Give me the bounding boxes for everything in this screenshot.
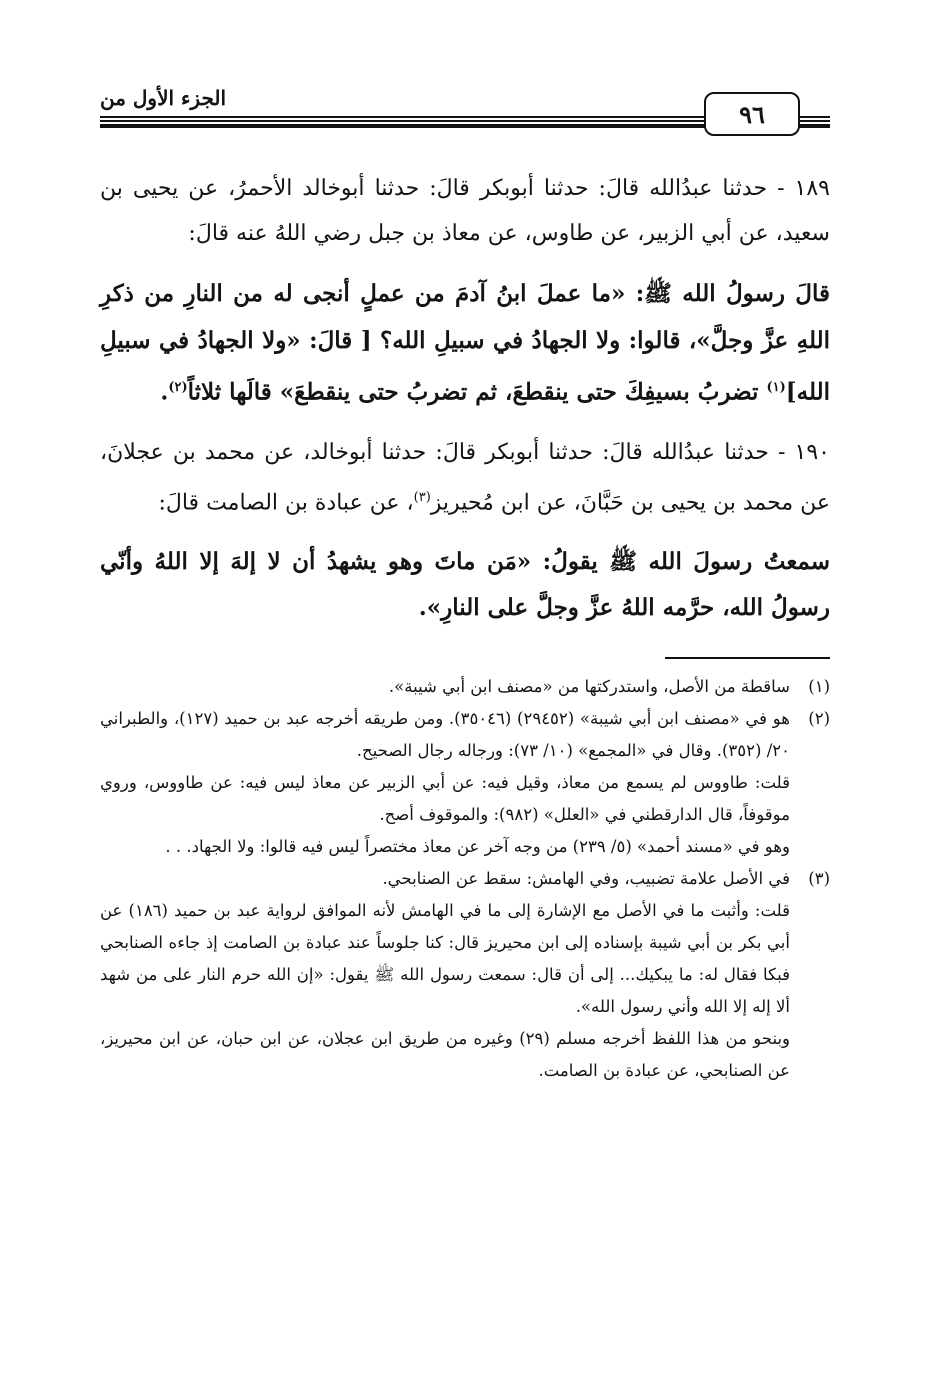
running-title: الجزء الأول من: [100, 86, 227, 110]
footnote-line: في الأصل علامة تضبيب، وفي الهامش: سقط عن الصنابحي.: [382, 868, 790, 888]
header-rule: [100, 116, 720, 128]
hadith-189-matn-part2: تضربُ بسيفِكَ حتى ينقطعَ، ثم تضربُ حتى ينقطعَ» قالَها ثلاثاً: [187, 378, 759, 406]
footnotes: [100, 671, 830, 1087]
footnote-line: ساقطة من الأصل، واستدركتها من «مصنف ابن أبي شيبة».: [388, 676, 790, 696]
hadith-189-matn-part1: قالَ رسولُ الله ﷺ: «ما عملَ ابنُ آدمَ من عملٍ أنجى له من النارِ من ذكرِ اللهِ عزَّ وجلَّ»، قالوا: ولا الجهادُ في سبيلِ الله؟ [ قالَ: «ولا الجهادُ في سبيلِ الله]: [100, 280, 830, 406]
footnote-number: (١): [808, 676, 830, 696]
footnote-line: وبنحو من هذا اللفظ أخرجه مسلم (٢٩) وغيره من طريق ابن عجلان، عن ابن حبان، عن ابن محيريز، عن الصنابحي، عن عبادة بن الصامت.: [100, 1028, 791, 1080]
main-text: [100, 166, 830, 631]
hadith-190-isnad: [100, 430, 830, 525]
footnote-3: [100, 863, 830, 1087]
footnote-number: (٢): [808, 708, 830, 728]
hadith-189-matn: [100, 270, 830, 416]
hadith-190-isnad-part1: ١٩٠ - حدثنا عبدُالله قالَ: حدثنا أبوبكر قالَ: حدثنا أبوخالد، عن محمد بن عجلانَ، عن محمد بن يحيى بن حَبَّانَ، عن ابن مُحيريز: [100, 439, 830, 515]
footnote-ref-2: (٢): [168, 380, 188, 395]
footnote-ref-3: (٣): [413, 489, 431, 505]
footnote-ref-1: (١): [766, 380, 786, 395]
header-rule-right: [796, 116, 830, 128]
hadith-190-matn: سمعتُ رسولَ الله ﷺ يقولُ: «مَن ماتَ وهو يشهدُ أن لا إلهَ إلا اللهُ وأنّي رسولُ الله، حرَّمه اللهُ عزَّ وجلَّ على النارِ».: [100, 547, 830, 621]
footnote-line: وهو في «مسند أحمد» (٥/ ٢٣٩) من وجه آخر عن معاذ مختصراً ليس فيه قالوا: ولا الجهاد. . .: [165, 836, 790, 856]
footnote-line: قلت: طاووس لم يسمع من معاذ، وقيل فيه: عن أبي الزبير عن معاذ ليس فيه: عن طاووس، وروي موقوفاً، قال الدارقطني في «العلل» (٩٨٢): والموقوف أصح.: [100, 772, 790, 824]
hadith-189-isnad: ١٨٩ - حدثنا عبدُالله قالَ: حدثنا أبوبكر قالَ: حدثنا أبوخالد الأحمرُ، عن يحيى بن سعيد، عن أبي الزبير، عن طاوس، عن معاذ بن جبل رضي اللهُ عنه قالَ:: [100, 176, 830, 246]
book-page: [100, 70, 830, 1360]
footnote-line: قلت: وأثبت ما في الأصل مع الإشارة إلى ما في الهامش لأنه الموافق لرواية عبد بن حميد (١٨٦) عن أبي بكر بن أبي شيبة بإسناده إلى ابن محيريز قال: كنا جلوساً عند عبادة بن الصامت إذ جاءه الصنابحي فبكا فقال له: ما يبكيك... إلى أن قال: سمعت رسول الله ﷺ يقول: «إن الله حرم النار على من شهد ألا إله إلا الله وأني رسول الله».: [100, 900, 790, 1016]
footnote-2: [100, 703, 830, 863]
footnote-line: هو في «مصنف ابن أبي شيبة» (٢٩٤٥٢) (٣٥٠٤٦). ومن طريقه أخرجه عبد بن حميد (١٢٧)، والطبراني ٢٠/ (٣٥٢). وقال في «المجمع» (١٠/ ٧٣): ورجاله رجال الصحيح.: [100, 708, 790, 760]
footnote-separator: [665, 657, 830, 659]
hadith-189-matn-end: .: [160, 378, 169, 406]
page-header: [100, 70, 830, 140]
footnote-1: [100, 671, 830, 703]
footnote-number: (٣): [808, 868, 830, 888]
page-number: ٩٦: [704, 92, 800, 136]
hadith-190-isnad-part2: ، عن عبادة بن الصامت قالَ:: [158, 489, 414, 515]
